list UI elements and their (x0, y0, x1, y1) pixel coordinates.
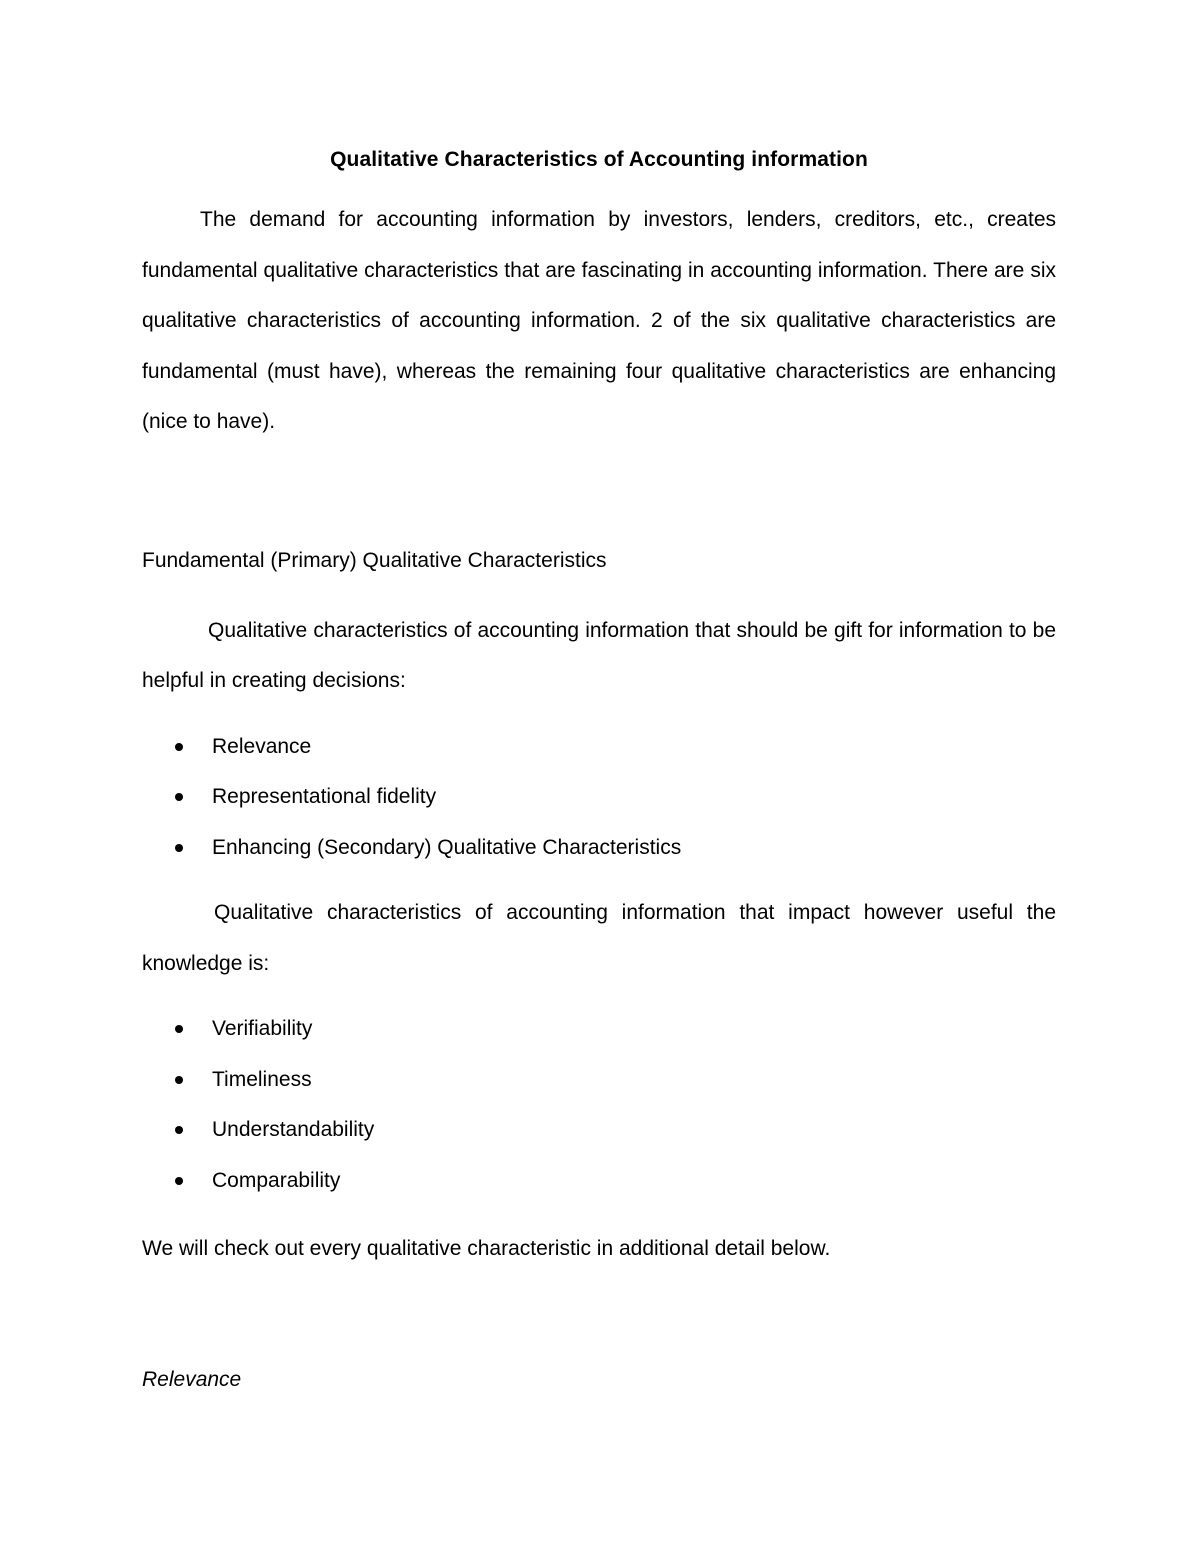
list-item-label: Timeliness (212, 1067, 312, 1091)
list-item (142, 823, 1056, 874)
fundamental-heading: Fundamental (Primary) Qualitative Characteristics (142, 548, 607, 572)
document-title: Qualitative Characteristics of Accounting information (330, 148, 868, 171)
list-item (142, 1055, 1056, 1106)
bullet-icon (175, 844, 183, 852)
list-item (142, 1004, 1056, 1055)
bullet-icon (175, 793, 183, 801)
list-item-label: Comparability (212, 1168, 341, 1192)
section-heading-relevance: Relevance (142, 1368, 242, 1391)
list-item-label: Relevance (212, 734, 312, 758)
bullet-icon (175, 1177, 183, 1185)
list-item (142, 1156, 1056, 1207)
list-item-label: Understandability (212, 1118, 375, 1141)
bullet-icon (175, 1126, 183, 1134)
bullet-icon (175, 1025, 183, 1033)
fundamental-list (142, 722, 1056, 874)
bullet-icon (175, 743, 183, 751)
list-item-label: Representational fidelity (212, 785, 437, 808)
list-item (142, 772, 1056, 823)
list-item-label: Verifiability (212, 1017, 313, 1040)
enhancing-description: Qualitative characteristics of accounting information that impact however useful the knowledge is: (142, 901, 1056, 975)
list-item (142, 722, 1056, 773)
intro-paragraph: The demand for accounting information by investors, lenders, creditors, etc., creates fundamental qualitative characteristics that are fascinating in accounting information. There are six qualitative characteristics of accounting information. 2 of the six qualitative characteristics are fundamental (must have), whereas the remaining four qualitative characteristics are enhancing (nice to have). (142, 208, 1056, 433)
bullet-icon (175, 1076, 183, 1084)
list-item (142, 1105, 1056, 1156)
fundamental-description: Qualitative characteristics of accounting information that should be gift for information to be helpful in creating decisions: (142, 618, 1056, 692)
document-body (142, 140, 1056, 1400)
list-item-label: Enhancing (Secondary) Qualitative Characteristics (212, 835, 682, 859)
closing-sentence: We will check out every qualitative characteristic in additional detail below. (142, 1237, 831, 1260)
enhancing-list (142, 1004, 1056, 1206)
